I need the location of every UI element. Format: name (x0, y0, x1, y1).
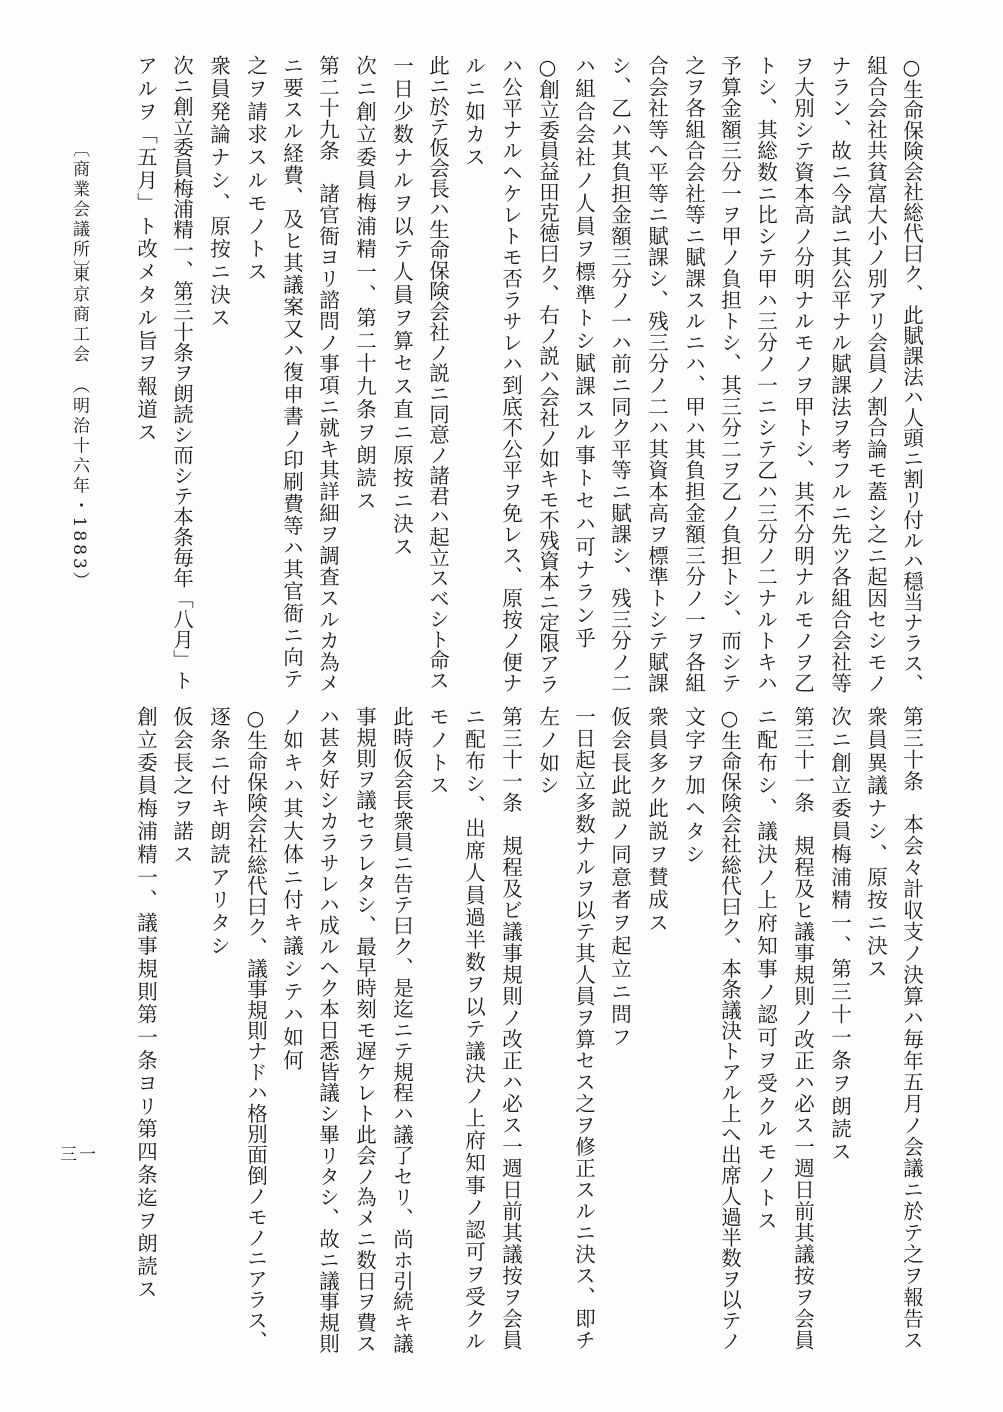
text-line: 事規則ヲ議セラレタシ、最早時刻モ遅ケレト此会ノ為メニ数日ヲ費ス (352, 706, 377, 1354)
page-number: 三一 (60, 1145, 98, 1165)
text-line: ルニ如カス (461, 55, 486, 170)
text-line: 第三十一条 規程及ヒ議事規則ノ改正ハ必ス一週日前其議按ヲ会員 (790, 706, 815, 1351)
text-line: アルヲ「五月」ト改メタル旨ヲ報道ス (133, 55, 158, 445)
text-line: トシ、其総数ニ比シテ甲ハ三分ノ一ニシテ乙ハ三分ノ二ナルトキハ (753, 55, 778, 694)
text-line: ニ配布シ、出席人員過半数ヲ以テ議決ノ上府知事ノ認可ヲ受クル (461, 706, 486, 1353)
text-line: 次ニ創立委員梅浦精一、第三十一条ヲ朗読ス (827, 706, 852, 1164)
text-line: 予算金額三分一ヲ甲ノ負担トシ、其三分二ヲ乙ノ負担トシ、而シテ (717, 55, 742, 694)
publisher-year-label: 東京商工会 （明治十六年・1883） (69, 265, 89, 592)
text-line: 逐条ニ付キ朗読アリタシ (206, 706, 231, 958)
text-line: ニ要スル経費、及ヒ其議案又ハ復申書ノ印刷費等ハ其官衙ニ向テ (279, 55, 304, 691)
text-line: 衆員発論ナシ、原按ニ決ス (206, 55, 231, 330)
section-label: 〔商業会議所〕 (69, 140, 89, 280)
text-line: ○創立委員益田克徳曰ク、右ノ説ハ会社ノ如キモ不残資本ニ定限アラ (535, 55, 560, 694)
text-line: 之ヲ各組合会社等ニ賦課スルニハ、甲ハ其負担金額三分ノ一ヲ各組 (681, 55, 706, 694)
text-line: 一日少数ナルヲ以テ人員ヲ算セス直ニ原按ニ決ス (389, 55, 414, 559)
text-line: ヲ大別シテ資本高ノ分明ナルモノヲ甲トシ、其不分明ナルモノヲ乙 (790, 55, 815, 694)
text-line: 次ニ創立委員梅浦精一、第二十九条ヲ朗読ス (352, 55, 377, 513)
text-line: 左ノ如シ (535, 706, 560, 798)
text-line: 第三十一条 規程及ビ議事規則ノ改正ハ必ス一週日前其議按ヲ会員 (498, 706, 523, 1351)
text-line: 仮会長之ヲ諾ス (169, 706, 194, 867)
text-line: シ、乙ハ其負担金額三分ノ一ハ前ニ同ク平等ニ賦課シ、残三分ノ二 (607, 55, 632, 694)
text-line: 文字ヲ加ヘタシ (681, 706, 706, 867)
text-line: 第三十条 本会々計収支ノ決算ハ毎年五月ノ会議ニ於テ之ヲ報告ス (899, 706, 924, 1351)
text-line: ○生命保険会社総代曰ク、此賦課法ハ人頭ニ割リ付ルハ穏当ナラス、 (899, 55, 924, 694)
text-line: 仮会長此説ノ同意者ヲ起立ニ問フ (607, 706, 632, 1050)
text-line: ハ組合会社ノ人員ヲ標準トシ賦課スル事トセハ可ナラン乎 (571, 55, 596, 651)
text-line: 此ニ於テ仮会長ハ生命保険会社ノ説ニ同意ノ諸君ハ起立スベシト命ス (425, 55, 450, 691)
text-line: 合会社等へ平等ニ賦課シ、残三分ノ二ハ其資本高ヲ標準トシテ賦課 (644, 55, 669, 694)
text-line: ニ配布シ、議決ノ上府知事ノ認可ヲ受クルモノトス (753, 706, 778, 1233)
text-line: ナラン、故ニ今試ニ其公平ナル賦課法ヲ考フルニ先ツ各組合会社等 (827, 55, 852, 694)
text-line: モノトス (425, 706, 450, 798)
text-line: 衆員多ク此説ヲ賛成ス (644, 706, 669, 935)
text-line: 第二十九条 諸官衙ヨリ諮問ノ事項ニ就キ其詳細ヲ調査スルカ為メ (315, 55, 340, 694)
text-line: 創立委員梅浦精一、議事規則第一条ヨリ第四条迄ヲ朗読ス (133, 706, 158, 1302)
text-line: ノ如キハ其大体ニ付キ議シテハ如何 (279, 706, 304, 1073)
text-line: 組合会社共貧富大小ノ別アリ会員ノ割合論モ蓋シ之ニ起因セシモノ (863, 55, 888, 694)
text-line: 此時仮会長衆員ニ告テ曰ク、是迄ニテ規程ハ議了セリ、尚ホ引続キ議 (389, 706, 414, 1354)
text-line: ハ甚タ好シカラサレハ成ルヘク本日悉皆議シ畢リタシ、故ニ議事規則 (315, 706, 340, 1354)
text-line: ○生命保険会社総代曰ク、議事規則ナドハ格別面倒ノモノニアラス、 (243, 706, 268, 1352)
text-line: 次ニ創立委員梅浦精一、第三十条ヲ朗読シ而シテ本条毎年「八月」ト (169, 55, 194, 691)
text-line: ○生命保険会社総代曰ク、本条議決トアル上へ出席人過半数ヲ以テノ (717, 706, 742, 1352)
text-line: ハ公平ナルヘケレトモ否ラサレハ到底不公平ヲ免レス、原按ノ便ナ (498, 55, 523, 694)
text-line: 一日起立多数ナルヲ以テ其人員ヲ算セス之ヲ修正スルニ決ス、即チ (571, 706, 596, 1351)
text-line: 之ヲ請求スルモノトス (243, 55, 268, 284)
text-line: 衆員異議ナシ、原按ニ決ス (863, 706, 888, 981)
